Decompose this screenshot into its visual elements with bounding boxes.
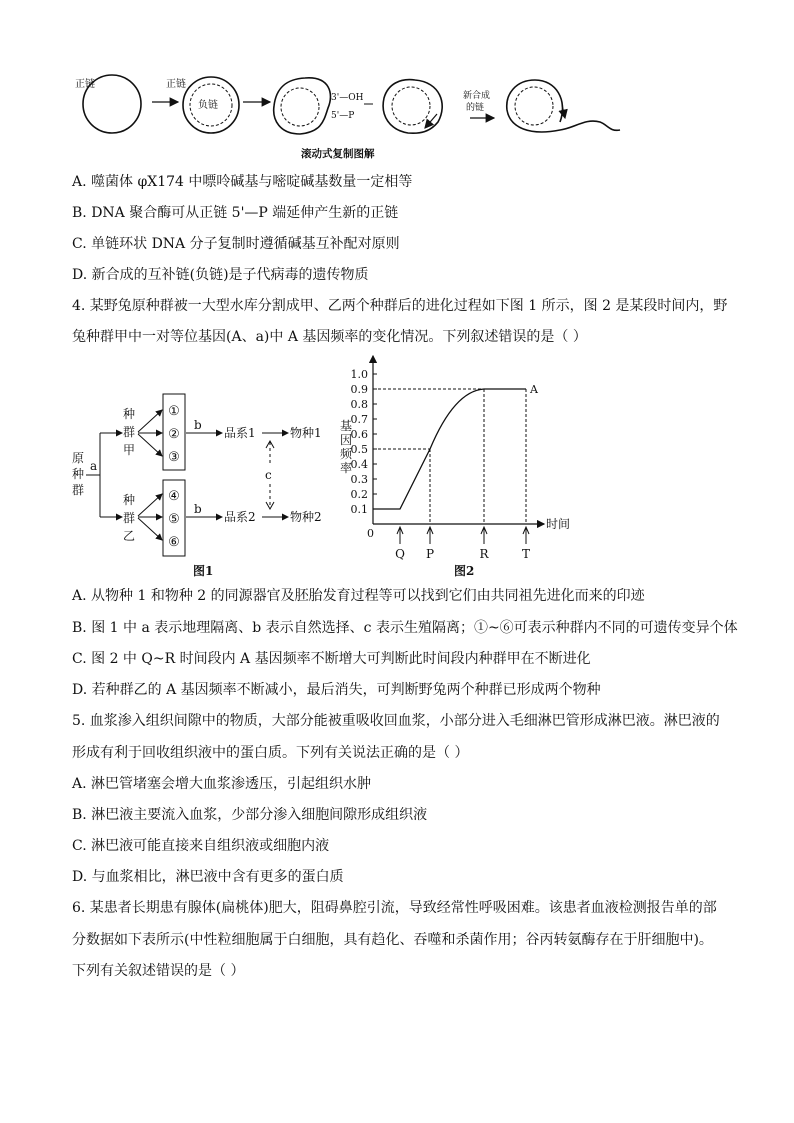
num-3: ③ bbox=[168, 450, 180, 465]
y-tick-label-0.1: 0.1 bbox=[350, 503, 368, 516]
q4-stem-line2: 兔种群甲中一对等位基因(A、a)中 A 基因频率的变化情况。下列叙述错误的是（ ） bbox=[72, 329, 587, 345]
circle-positive bbox=[83, 75, 141, 133]
circle-inner-3 bbox=[281, 88, 319, 126]
arrow-yi-3 bbox=[138, 518, 162, 540]
svg-text:率: 率 bbox=[340, 461, 353, 475]
circle-outer-5-tail bbox=[507, 80, 620, 132]
q5-stem-line1: 5. 血浆渗入组织间隙中的物质，大部分能被重吸收回血浆，小部分进入毛细淋巴管形成淋巴液。淋巴液的 bbox=[72, 713, 720, 729]
arrow-jia-1 bbox=[138, 410, 162, 432]
q3-option-a: A. 噬菌体 φX174 中嘌呤碱基与嘧啶碱基数量一定相等 bbox=[72, 174, 413, 190]
q6-stem-line1: 6. 某患者长期患有腺体(扁桃体)肥大，阻碍鼻腔引流，导致经常性呼吸困难。该患者血液检测报告单的部 bbox=[72, 900, 717, 916]
negative-strand-label: 负链 bbox=[198, 100, 218, 111]
y-tick-label-1.0: 1.0 bbox=[350, 368, 368, 381]
strain-1: 品系1 bbox=[224, 426, 256, 440]
y-tick-label-0.6: 0.6 bbox=[350, 428, 368, 441]
num-1: ① bbox=[168, 404, 180, 419]
q3-option-c: C. 单链环状 DNA 分子复制时遵循碱基互补配对原则 bbox=[72, 236, 400, 252]
q4-stem-line1: 4. 某野兔原种群被一大型水库分割成甲、乙两个种群后的进化过程如下图 1 所示，图 2 是某段时间内，野 bbox=[72, 298, 728, 314]
q5-option-c: C. 淋巴液可能直接来自组织液或细胞内液 bbox=[72, 838, 330, 854]
y-axis-label bbox=[340, 419, 353, 475]
label-a: a bbox=[90, 459, 98, 473]
x-tick-label-T: T bbox=[521, 547, 531, 561]
positive-strand-label: 正链 bbox=[75, 79, 95, 90]
q3-option-b: B. DNA 聚合酶可从正链 5'—P 端延伸产生新的正链 bbox=[72, 205, 399, 221]
figure-2-caption: 图2 bbox=[454, 564, 475, 578]
arrow-jia-3 bbox=[138, 434, 162, 456]
q5-option-d: D. 与血浆相比，淋巴液中含有更多的蛋白质 bbox=[72, 869, 344, 885]
num-4: ④ bbox=[168, 489, 180, 504]
figure-1-caption: 图1 bbox=[193, 564, 214, 578]
q4-option-b: B. 图 1 中 a 表示地理隔离、b 表示自然选择、c 表示生殖隔离；①~⑥可表示种群内不同的可遗传变异个体 bbox=[72, 620, 738, 636]
q6-stem-line2: 分数据如下表所示(中性粒细胞属于白细胞，具有趋化、吞噬和杀菌作用；谷丙转氨酶存在于肝细胞中)。 bbox=[72, 932, 713, 948]
end-5p-label: 5'—P bbox=[331, 111, 355, 121]
jia-char-2: 群 bbox=[123, 425, 136, 439]
y-tick-label-0.8: 0.8 bbox=[350, 398, 368, 411]
x-tick-label-Q: Q bbox=[395, 547, 405, 561]
rolling-circle-diagram bbox=[0, 70, 794, 165]
series-label-A: A bbox=[530, 383, 538, 396]
y-tick-label-0.5: 0.5 bbox=[350, 443, 368, 456]
positive-strand-label-2: 正链 bbox=[166, 79, 186, 90]
new-chain-label-1: 新合成 bbox=[463, 91, 491, 101]
jia-char-3: 甲 bbox=[123, 443, 136, 457]
origin-char-3: 群 bbox=[72, 483, 85, 497]
arrow-yi-1 bbox=[138, 494, 162, 516]
y-tick-label-0.9: 0.9 bbox=[350, 383, 368, 396]
svg-text:频: 频 bbox=[340, 447, 353, 461]
origin-label: 0 bbox=[367, 527, 374, 540]
num-6: ⑥ bbox=[168, 535, 180, 550]
num-2: ② bbox=[168, 427, 180, 442]
q5-option-b: B. 淋巴液主要流入血浆，少部分渗入细胞间隙形成组织液 bbox=[72, 807, 428, 823]
end-3oh-label: 3'—OH bbox=[331, 93, 364, 103]
label-c: c bbox=[265, 468, 272, 482]
origin-char-2: 种 bbox=[72, 467, 85, 481]
q4-option-c: C. 图 2 中 Q~R 时间段内 A 基因频率不断增大可判断此时间段内种群甲在不断进化 bbox=[72, 651, 591, 667]
yi-char-1: 种 bbox=[123, 493, 136, 507]
label-b-bottom: b bbox=[194, 502, 202, 516]
yi-char-2: 群 bbox=[123, 511, 136, 525]
q4-option-a: A. 从物种 1 和物种 2 的同源器官及胚胎发育过程等可以找到它们由共同祖先进化而来的印迹 bbox=[72, 588, 645, 604]
y-tick-label-0.7: 0.7 bbox=[350, 413, 368, 426]
q6-stem-line3: 下列有关叙述错误的是（ ） bbox=[72, 963, 245, 979]
x-tick-label-R: R bbox=[479, 547, 489, 561]
diagram-caption: 滚动式复制图解 bbox=[301, 148, 375, 160]
x-axis-label: 时间 bbox=[546, 517, 571, 531]
species-2: 物种2 bbox=[290, 510, 322, 524]
q4-option-d: D. 若种群乙的 A 基因频率不断减小，最后消失，可判断野兔两个种群已形成两个物种 bbox=[72, 682, 601, 698]
x-tick-label-P: P bbox=[425, 547, 435, 561]
strain-2: 品系2 bbox=[224, 510, 256, 524]
figure-2-chart bbox=[330, 350, 580, 585]
y-tick-label-0.4: 0.4 bbox=[350, 458, 368, 471]
origin-char-1: 原 bbox=[72, 451, 85, 465]
label-b-top: b bbox=[194, 418, 202, 432]
svg-text:因: 因 bbox=[340, 433, 353, 447]
figure-1 bbox=[60, 380, 353, 585]
new-chain-label-2: 的链 bbox=[466, 103, 485, 113]
svg-text:基: 基 bbox=[340, 419, 353, 433]
num-5: ⑤ bbox=[168, 512, 180, 527]
q3-option-d: D. 新合成的互补链(负链)是子代病毒的遗传物质 bbox=[72, 267, 369, 283]
jia-char-1: 种 bbox=[123, 407, 136, 421]
q5-stem-line2: 形成有利于回收组织液中的蛋白质。下列有关说法正确的是（ ） bbox=[72, 745, 469, 761]
y-tick-label-0.2: 0.2 bbox=[350, 488, 368, 501]
circle-inner-4 bbox=[392, 87, 430, 125]
species-1: 物种1 bbox=[290, 426, 322, 440]
yi-char-3: 乙 bbox=[123, 529, 136, 543]
y-tick-label-0.3: 0.3 bbox=[350, 473, 368, 486]
circle-inner-5 bbox=[515, 87, 553, 125]
q5-option-a: A. 淋巴管堵塞会增大血浆渗透压，引起组织水肿 bbox=[72, 776, 372, 792]
